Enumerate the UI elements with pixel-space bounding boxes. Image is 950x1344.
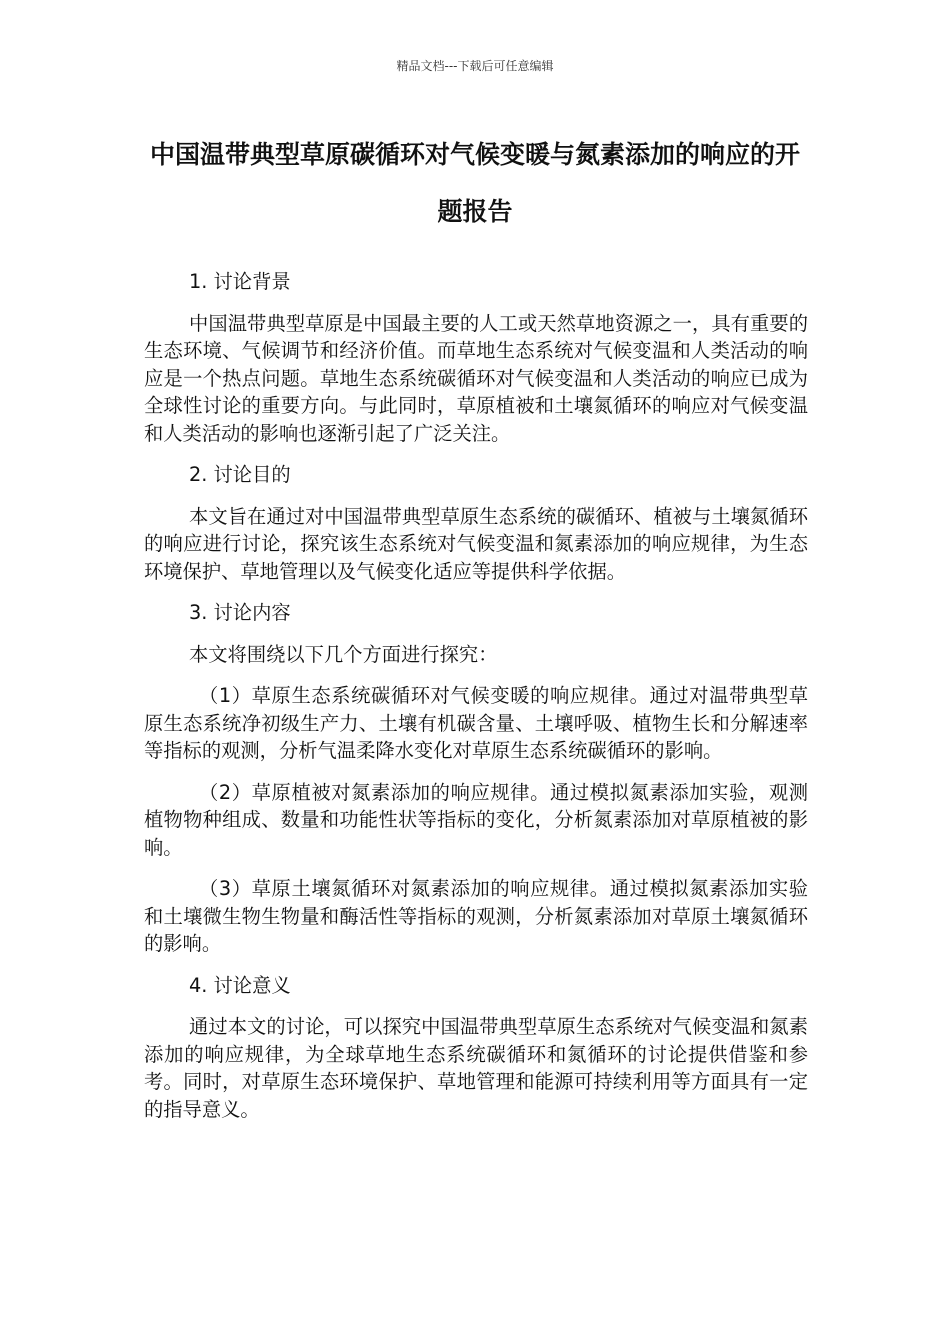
section-intro-content: 本文将围绕以下几个方面进行探究： [189,642,498,666]
content-item-2: （2）草原植被对氮素添加的响应规律。通过模拟氮素添加实验，观测植物物种组成、数量和功能性状等指标的变化，分析氮素添加对草原植被的影响。 [144,780,808,859]
section-heading-content: 3. 讨论内容 [189,601,291,624]
content-item-3: （3）草原土壤氮循环对氮素添加的响应规律。通过模拟氮素添加实验和土壤微生物生物量和酶活性等指标的观测，分析氮素添加对草原土壤氮循环的影响。 [144,877,808,955]
section-heading-purpose: 2. 讨论目的 [189,463,291,486]
section-paragraph-background: 中国温带典型草原是中国最主要的人工或天然草地资源之一，具有重要的生态环境、气候调节和经济价值。而草地生态系统对气候变温和人类活动的响应是一个热点问题。草地生态系统碳循环对气候变温和人类活动的响应已成为全球性讨论的重要方向。与此同时，草原植被和土壤氮循环的响应对气候变温和人类活动的影响也逐渐引起了广泛关注。 [144,311,808,445]
document-body [144,268,808,1137]
section-heading-background: 1. 讨论背景 [189,270,291,293]
document-title: 中国温带典型草原碳循环对气候变暖与氮素添加的响应的开题报告 [149,140,800,226]
section-heading-significance: 4. 讨论意义 [189,973,291,997]
section-paragraph-significance: 通过本文的讨论，可以探究中国温带典型草原生态系统对气候变温和氮素添加的响应规律，为全球草地生态系统碳循环和氮循环的讨论提供借鉴和参考。同时，对草原生态环境保护、草地管理和能源可持续利用等方面具有一定的指导意义。 [144,1015,808,1121]
content-item-1: （1）草原生态系统碳循环对气候变暖的响应规律。通过对温带典型草原生态系统净初级生产力、土壤有机碳含量、土壤呼吸、植物生长和分解速率等指标的观测，分析气温柔降水变化对草原生态系统碳循环的影响。 [144,684,808,762]
section-paragraph-purpose: 本文旨在通过对中国温带典型草原生态系统的碳循环、植被与土壤氮循环的响应进行讨论，探究该生态系统对气候变温和氮素添加的响应规律，为生态环境保护、草地管理以及气候变化适应等提供科学依据。 [144,504,808,583]
page-header: 精品文档---下载后可任意编辑 [396,59,554,73]
